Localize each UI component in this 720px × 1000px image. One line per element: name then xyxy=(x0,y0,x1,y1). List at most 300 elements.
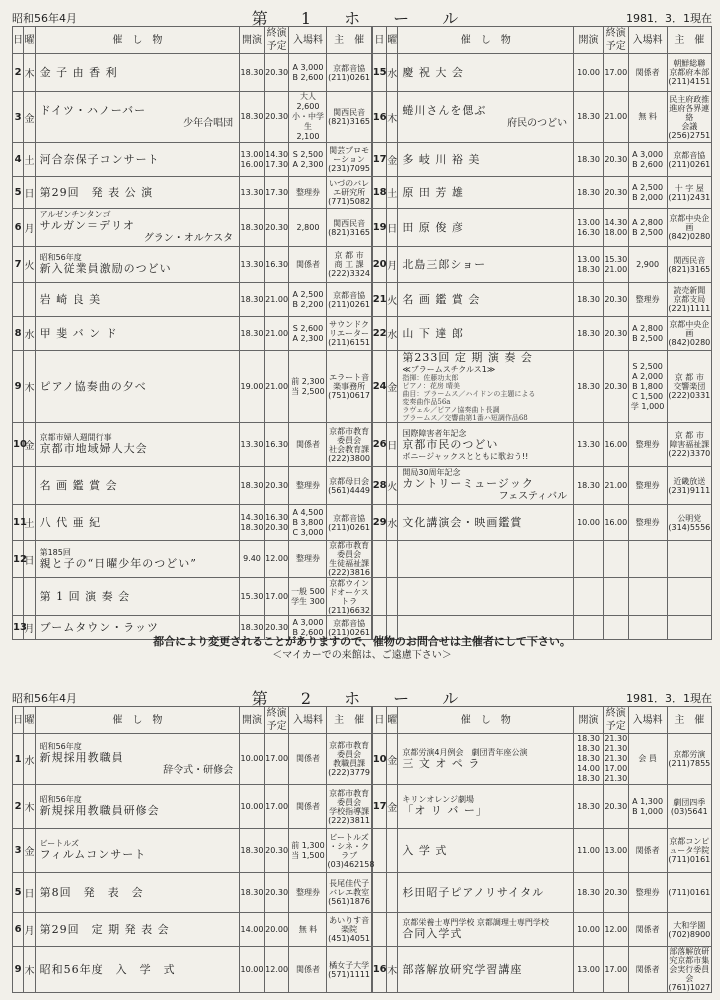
start-time: 18.30 xyxy=(240,54,265,92)
table-row xyxy=(13,247,712,283)
event-cell xyxy=(398,829,574,873)
start-time: 18.30 xyxy=(574,317,604,351)
hall1-table xyxy=(12,26,712,640)
end-time: 16.00 xyxy=(603,505,628,541)
start-time: 18.30 xyxy=(574,351,604,423)
day-cell: 2 xyxy=(13,785,24,829)
admission-fee: 関係者 xyxy=(289,734,327,785)
weekday-cell: 木 xyxy=(24,351,35,423)
event-title: カントリーミュージック xyxy=(402,477,534,490)
day-cell: 7 xyxy=(13,247,24,283)
end-time: 16.00 xyxy=(603,423,628,467)
end-time: 16.30 xyxy=(264,423,289,467)
start-time: 18.30 xyxy=(240,616,265,640)
weekday-cell: 水 xyxy=(387,317,398,351)
event-title: 第29回 定 期 発 表 会 xyxy=(39,922,170,936)
empty-cell xyxy=(387,541,398,578)
end-time: 20.30 xyxy=(603,785,628,829)
admission-fee: A 1,300 B 1,000 xyxy=(628,785,667,829)
end-time: 21.00 xyxy=(264,283,289,317)
weekday-cell: 火 xyxy=(387,283,398,317)
end-time: 20.30 xyxy=(264,829,289,873)
admission-fee: A 3,000 B 2,600 xyxy=(289,54,327,92)
end-time: 12.00 xyxy=(603,913,628,947)
organizer: ビートルズ ・シネ・ク ラブ (03)462158 xyxy=(327,829,371,873)
event-title: フィルムコンサート xyxy=(39,848,147,861)
event-cell xyxy=(35,467,240,505)
weekday-cell: 木 xyxy=(24,54,35,92)
table-row xyxy=(13,734,712,785)
event-cell xyxy=(398,785,574,829)
day-cell: 11 xyxy=(13,505,24,541)
event-cell xyxy=(35,177,240,209)
end-time: 17.00 xyxy=(264,785,289,829)
weekday-cell: 日 xyxy=(24,873,35,913)
event-title: 新入従業員激励のつどい xyxy=(39,262,172,275)
event-cell xyxy=(398,177,574,209)
admission-fee: 整理券 xyxy=(628,505,667,541)
end-time: 20.00 xyxy=(264,913,289,947)
table-row xyxy=(13,143,712,177)
organizer: 京都市教育 委員会 社会教育課 (222)3800 xyxy=(327,423,371,467)
end-time: 17.00 xyxy=(264,734,289,785)
end-time: 17.00 xyxy=(264,578,289,616)
end-time: 17.00 xyxy=(603,54,628,92)
table-row xyxy=(13,351,712,423)
table-row xyxy=(13,505,712,541)
day-cell xyxy=(372,829,386,873)
weekday-cell xyxy=(24,578,35,616)
start-time: 18.30 xyxy=(574,467,604,505)
admission-fee: A 4,500 B 3,800 C 3,000 xyxy=(289,505,327,541)
organizer: 関西民音 (821)3165 xyxy=(327,92,371,143)
event-cell xyxy=(35,913,240,947)
day-cell: 21 xyxy=(372,283,386,317)
event-cell xyxy=(398,209,574,247)
organizer: 公明党 (314)5556 xyxy=(667,505,711,541)
event-title: 山 下 達 郎 xyxy=(402,326,464,340)
column-header-end: 終演予定 xyxy=(264,27,289,54)
day-cell: 24 xyxy=(372,351,386,423)
column-header-day: 日 xyxy=(372,707,386,734)
start-time: 18.30 xyxy=(574,283,604,317)
event-cell xyxy=(35,54,240,92)
hall1-header-row xyxy=(13,27,712,54)
event-title: 第233回 定 期 演 奏 会 xyxy=(402,351,533,364)
weekday-cell: 木 xyxy=(387,947,398,993)
event-note: キリンオレンジ劇場 xyxy=(402,795,474,804)
event-cell xyxy=(398,283,574,317)
day-cell: 10 xyxy=(372,734,386,785)
event-note: 第185回 xyxy=(39,547,71,557)
table-row xyxy=(13,467,712,505)
event-title: 第29回 発 表 公 演 xyxy=(39,185,154,199)
start-time: 18.30 xyxy=(240,92,265,143)
event-subtitle: 少年合唱団 xyxy=(183,118,234,129)
start-time: 15.30 xyxy=(240,578,265,616)
end-time: 13.00 xyxy=(603,829,628,873)
event-note: 国際障害者年記念 xyxy=(402,428,467,438)
column-header-fee: 入場料 xyxy=(628,27,667,54)
start-time: 10.00 xyxy=(240,947,265,993)
event-title: 部落解放研究学習講座 xyxy=(402,962,523,976)
column-header-end: 終演予定 xyxy=(603,27,628,54)
table-row xyxy=(13,54,712,92)
admission-fee: 関係者 xyxy=(628,913,667,947)
day-cell: 16 xyxy=(372,92,386,143)
event-note: 昭和56年度 xyxy=(39,253,82,262)
start-time: 18.30 xyxy=(574,873,604,913)
start-time: 14.30 18.30 xyxy=(240,505,265,541)
organizer: (711)0161 xyxy=(667,873,711,913)
table-row xyxy=(13,913,712,947)
organizer: 京都音協 (211)0261 xyxy=(327,505,371,541)
hall2-era: 昭和56年4月 xyxy=(12,692,77,705)
event-cell xyxy=(35,947,240,993)
admission-fee: 関係者 xyxy=(289,423,327,467)
event-note: 京都市婦人週間行事 xyxy=(39,433,112,442)
event-cell xyxy=(398,92,574,143)
organizer: 近畿放送 (231)9111 xyxy=(667,467,711,505)
weekday-cell: 日 xyxy=(24,177,35,209)
event-description: 指揮：佐藤功太郎 ピアノ：花房 晴美 曲目：ブラームス／ハイドンの主題による 変奏曲作品56a ラヴェル／ピアノ協奏曲ト長調 ブラームス／交響曲第1番ハ短調作品68 xyxy=(402,374,536,422)
admission-fee: 関係者 xyxy=(289,247,327,283)
table-row xyxy=(13,283,712,317)
weekday-cell xyxy=(387,873,398,913)
weekday-cell: 木 xyxy=(24,785,35,829)
end-time: 21.00 xyxy=(603,467,628,505)
event-title: ブームタウン・ラッツ xyxy=(39,620,160,634)
hall2-asof: 1981．3．1現在 xyxy=(626,692,712,705)
admission-fee: 大人 2,600 小・中学生 2,100 xyxy=(289,92,327,143)
weekday-cell: 木 xyxy=(24,947,35,993)
event-cell xyxy=(398,351,574,423)
day-cell: 4 xyxy=(13,143,24,177)
organizer: 長尾佳代子 バレエ教室 (561)1876 xyxy=(327,873,371,913)
organizer: 京都中央企 画 (842)0280 xyxy=(667,209,711,247)
empty-cell xyxy=(603,541,628,578)
event-title: 第 1 回 演 奏 会 xyxy=(39,589,131,603)
start-time: 13.00 xyxy=(574,947,604,993)
admission-fee: 無 料 xyxy=(289,913,327,947)
table-row xyxy=(13,209,712,247)
event-title: 多 岐 川 裕 美 xyxy=(402,152,481,166)
end-time: 16.30 20.30 xyxy=(264,505,289,541)
table-row xyxy=(13,785,712,829)
admission-fee: 整理券 xyxy=(289,873,327,913)
admission-fee: S 2,500 A 2,300 xyxy=(289,143,327,177)
column-header-event: 催 し 物 xyxy=(398,707,574,734)
event-title: 田 原 俊 彦 xyxy=(402,220,464,234)
end-time: 20.30 xyxy=(264,92,289,143)
event-title: 名 画 鑑 賞 会 xyxy=(39,478,118,492)
weekday-cell: 金 xyxy=(387,351,398,423)
hall1-era: 昭和56年4月 xyxy=(12,12,77,25)
start-time: 10.00 xyxy=(574,505,604,541)
event-cell xyxy=(398,317,574,351)
start-time: 18.30 xyxy=(240,829,265,873)
weekday-cell: 金 xyxy=(387,143,398,177)
notice-line1: 都合により変更されることがありますので、催物のお問合せは主催者にして下さい。 xyxy=(153,635,571,648)
empty-cell xyxy=(603,578,628,616)
table-row xyxy=(13,177,712,209)
event-title: 新規採用教職員 xyxy=(39,750,124,764)
organizer: サウンドク リエーター (211)6151 xyxy=(327,317,371,351)
admission-fee: 2,900 xyxy=(628,247,667,283)
weekday-cell: 金 xyxy=(387,785,398,829)
admission-fee: 関係者 xyxy=(628,54,667,92)
day-cell: 19 xyxy=(372,209,386,247)
day-cell xyxy=(372,913,386,947)
end-time: 15.30 21.00 xyxy=(603,247,628,283)
end-time: 14.30 18.00 xyxy=(603,209,628,247)
organizer: 大和学園 (702)8900 xyxy=(667,913,711,947)
day-cell: 1 xyxy=(13,734,24,785)
event-cell xyxy=(35,92,240,143)
event-cell xyxy=(398,505,574,541)
event-cell xyxy=(398,54,574,92)
hall1-title: 第 1 ホ ー ル xyxy=(251,9,473,28)
table-row xyxy=(13,578,712,616)
event-title: 京都市地域婦人大会 xyxy=(39,442,148,455)
table-row xyxy=(13,423,712,467)
end-time: 21.30 21.30 21.30 17.00 21.30 xyxy=(604,734,628,783)
admission-fee: 整理券 xyxy=(628,283,667,317)
admission-fee: S 2,600 A 2,300 xyxy=(289,317,327,351)
event-cell xyxy=(398,467,574,505)
event-cell xyxy=(35,541,240,578)
event-title: 「オ リ バ ー」 xyxy=(402,804,488,817)
weekday-cell: 月 xyxy=(24,913,35,947)
event-title: 文化講演会・映画鑑賞 xyxy=(402,515,523,529)
empty-cell xyxy=(398,578,574,616)
column-header-weekday: 曜 xyxy=(24,707,35,734)
empty-cell xyxy=(372,541,386,578)
event-cell xyxy=(35,247,240,283)
admission-fee: 整理券 xyxy=(289,541,327,578)
weekday-cell: 月 xyxy=(387,247,398,283)
day-cell: 6 xyxy=(13,913,24,947)
empty-cell xyxy=(667,578,711,616)
end-time: 14.30 17.30 xyxy=(264,143,289,177)
admission-fee: 前 2,300 当 2,500 xyxy=(289,351,327,423)
start-time: 18.30 xyxy=(240,467,265,505)
end-time: 20.30 xyxy=(264,54,289,92)
end-time: 17.00 xyxy=(603,947,628,993)
column-header-fee: 入場料 xyxy=(289,707,327,734)
day-cell: 6 xyxy=(13,209,24,247)
hall2-title: 第 2 ホ ー ル xyxy=(251,689,473,708)
hall1-header xyxy=(12,6,712,26)
admission-fee: 無 料 xyxy=(628,92,667,143)
event-title: ドイツ・ハノーバー xyxy=(39,104,147,117)
event-cell xyxy=(398,143,574,177)
table-row xyxy=(13,541,712,578)
admission-fee: A 2,500 B 2,000 xyxy=(628,177,667,209)
column-header-event: 催 し 物 xyxy=(35,707,240,734)
organizer: 京都母日会 (561)4449 xyxy=(327,467,371,505)
admission-fee: 整理券 xyxy=(628,873,667,913)
organizer: 関西民音 (821)3165 xyxy=(667,247,711,283)
day-cell: 20 xyxy=(372,247,386,283)
admission-fee: 整理券 xyxy=(289,177,327,209)
column-header-fee: 入場料 xyxy=(628,707,667,734)
day-cell: 28 xyxy=(372,467,386,505)
event-note: 開局30周年記念 xyxy=(402,468,461,477)
organizer: 京都音協 (211)0261 xyxy=(327,54,371,92)
table-row xyxy=(13,92,712,143)
weekday-cell xyxy=(24,467,35,505)
day-cell: 5 xyxy=(13,177,24,209)
weekday-cell: 水 xyxy=(387,505,398,541)
admission-fee: 整理券 xyxy=(628,467,667,505)
end-time: 20.30 xyxy=(264,467,289,505)
weekday-cell: 土 xyxy=(387,177,398,209)
event-title: サルガン＝デリオ xyxy=(39,219,135,232)
event-cell xyxy=(35,317,240,351)
event-title: 北島三郎ショー xyxy=(402,257,487,271)
start-time: 13.30 xyxy=(240,247,265,283)
start-time: 10.00 xyxy=(240,785,265,829)
event-title: 原 田 芳 雄 xyxy=(402,185,464,199)
organizer: 京 都 市 障害福祉課 (222)3370 xyxy=(667,423,711,467)
day-cell: 5 xyxy=(13,873,24,913)
day-cell: 12 xyxy=(13,541,24,578)
event-title: 新規採用教職員研修会 xyxy=(39,804,160,817)
start-time: 19.00 xyxy=(240,351,265,423)
organizer: 京 都 市 交響楽団 (222)0331 xyxy=(667,351,711,423)
admission-fee: A 2,500 B 2,200 xyxy=(289,283,327,317)
empty-cell xyxy=(387,578,398,616)
organizer: 京都コンピ ュータ学院 (711)0161 xyxy=(667,829,711,873)
start-time: 14.00 xyxy=(240,913,265,947)
admission-fee: A 2,800 B 2,500 xyxy=(628,209,667,247)
organizer: 関西民音 (821)3165 xyxy=(327,209,371,247)
empty-cell xyxy=(574,578,604,616)
event-note: 京都栄養士専門学校 京都調理士専門学校 xyxy=(402,918,549,927)
event-title: 昭和56年度 入 学 式 xyxy=(39,962,176,976)
admission-fee: A 2,800 B 2,500 xyxy=(628,317,667,351)
start-time: 18.30 xyxy=(574,785,604,829)
event-title: 蜷川さんを偲ぶ xyxy=(402,104,487,117)
end-time: 20.30 xyxy=(603,283,628,317)
event-subtitle: グラン・オルケスタ xyxy=(143,233,234,244)
admission-fee: 関係者 xyxy=(628,829,667,873)
hall2-table xyxy=(12,706,712,993)
weekday-cell: 水 xyxy=(24,734,35,785)
table-row xyxy=(13,947,712,993)
start-time: 18.30 xyxy=(240,873,265,913)
event-note: 京都労演4月例会 劇団青年座公演 xyxy=(402,747,528,757)
event-cell xyxy=(35,143,240,177)
event-title: 三 文 オ ペ ラ xyxy=(402,756,481,770)
organizer: 京都市教育 委員会 生徒福祉課 (222)3816 xyxy=(328,541,371,577)
admission-fee: 整理券 xyxy=(289,467,327,505)
column-header-weekday: 曜 xyxy=(387,707,398,734)
weekday-cell xyxy=(387,913,398,947)
empty-cell xyxy=(667,541,711,578)
end-time: 21.00 xyxy=(603,92,628,143)
admission-fee: 整理券 xyxy=(628,423,667,467)
event-title: 岩 崎 良 美 xyxy=(39,292,102,306)
weekday-cell: 火 xyxy=(387,467,398,505)
table-row xyxy=(13,317,712,351)
organizer: 橘女子大学 (571)1111 xyxy=(327,947,371,993)
end-time: 20.30 xyxy=(264,616,289,640)
event-title: 甲 斐 バ ン ド xyxy=(39,326,118,340)
event-cell xyxy=(35,829,240,873)
weekday-cell: 日 xyxy=(24,541,35,578)
admission-fee: 会 員 xyxy=(628,734,667,785)
end-time: 20.30 xyxy=(603,143,628,177)
column-header-start: 開演 xyxy=(240,27,265,54)
organizer: 部落解放研 究京都市集 会実行委員 会 (761)1027 xyxy=(668,947,711,992)
organizer: いづのバレ エ研究所 (771)5082 xyxy=(327,177,371,209)
start-time: 13.00 16.30 xyxy=(574,209,604,247)
column-header-organizer: 主 催 xyxy=(667,27,711,54)
event-cell xyxy=(35,423,240,467)
start-time: 13.00 16.00 xyxy=(240,143,265,177)
start-time: 10.00 xyxy=(240,734,265,785)
organizer: 京 都 市 商 工 課 (222)3324 xyxy=(327,247,371,283)
event-cell xyxy=(35,505,240,541)
column-header-event: 催 し 物 xyxy=(35,27,240,54)
organizer: 関芸プロモ ーション (231)7095 xyxy=(327,143,371,177)
event-note-2: ボニージャックスとともに歌おう!! xyxy=(402,451,529,461)
weekday-cell: 水 xyxy=(24,317,35,351)
end-time: 21.00 xyxy=(264,351,289,423)
start-time: 18.30 xyxy=(574,177,604,209)
organizer: 京都音協 (211)0261 xyxy=(327,616,371,640)
start-time: 18.30 xyxy=(574,92,604,143)
column-header-start: 開演 xyxy=(574,707,604,734)
weekday-cell: 火 xyxy=(24,247,35,283)
start-time: 13.30 xyxy=(240,177,265,209)
event-note: アルゼンチンタンゴ xyxy=(39,210,111,219)
day-cell: 10 xyxy=(13,423,24,467)
end-time: 17.30 xyxy=(264,177,289,209)
column-header-weekday: 曜 xyxy=(387,27,398,54)
event-title: 名 画 鑑 賞 会 xyxy=(402,292,481,306)
empty-cell xyxy=(398,541,574,578)
column-header-day: 日 xyxy=(13,707,24,734)
start-time: 18.30 xyxy=(574,143,604,177)
event-cell xyxy=(35,351,240,423)
weekday-cell: 木 xyxy=(387,92,398,143)
weekday-cell: 金 xyxy=(387,734,398,785)
start-time: 13.00 18.30 xyxy=(574,247,604,283)
day-cell: 3 xyxy=(13,829,24,873)
column-header-end: 終演予定 xyxy=(603,707,628,734)
admission-fee: 関係者 xyxy=(628,947,667,993)
end-time: 20.30 xyxy=(264,873,289,913)
empty-cell xyxy=(628,541,667,578)
column-header-fee: 入場料 xyxy=(289,27,327,54)
day-cell xyxy=(372,873,386,913)
start-time: 10.00 xyxy=(574,54,604,92)
day-cell: 18 xyxy=(372,177,386,209)
weekday-cell: 土 xyxy=(24,143,35,177)
day-cell: 13 xyxy=(13,616,24,640)
weekday-cell: 金 xyxy=(24,423,35,467)
organizer: 朝鮮総聯 京都府本部 (211)4151 xyxy=(667,54,711,92)
start-time: 10.00 xyxy=(574,913,604,947)
event-subtitle: 府民のつどい xyxy=(507,118,568,129)
admission-fee: S 2,500 A 2,000 B 1,800 C 1,500 学 1,000 xyxy=(628,351,667,423)
empty-cell xyxy=(574,541,604,578)
event-title: 入 学 式 xyxy=(402,843,448,857)
organizer: 読売新聞 京都支局 (221)1111 xyxy=(667,283,711,317)
